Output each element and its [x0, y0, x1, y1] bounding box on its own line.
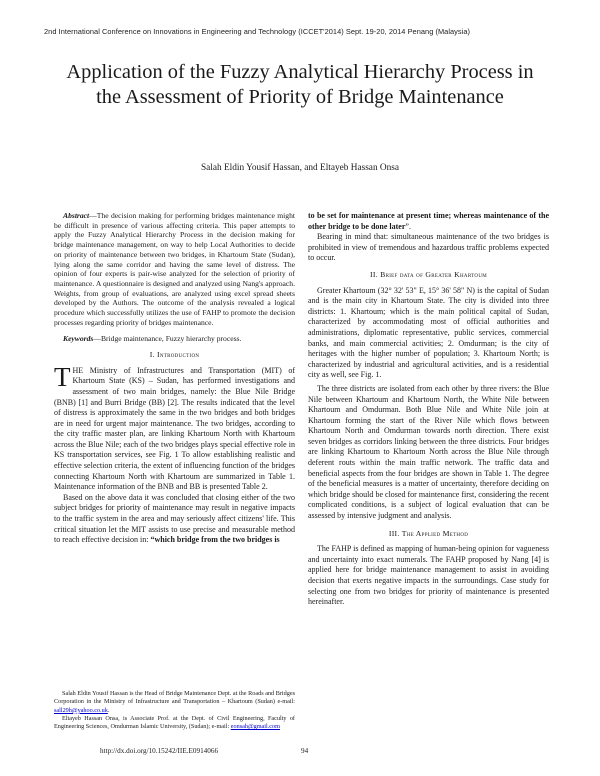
- research-question-continued: [308, 211, 549, 232]
- intro-paragraph-2-text: Based on the above data it was concluded that closing either of the two subject bridges for priority of maintenance may result in negative impacts to the traffic system in the area and may seriously affect citizens' life. This critical situation let the MIT assists to use precise and measurable method to reach effective decision in:: [54, 492, 295, 545]
- intro-paragraph-1-text: HE Ministry of Infrastructures and Transportation (MIT) of Khartoum State (KS) – Sudan, has performed investigations and assessment of two main bridges, namely: the Blue Nile Bridge (BNB) [1] and Burri Bridge (BB) [2]. The results indicated that the level of distress is approximately the same in the two bridges and both bridges are in need for urgent major maintenance. The two bridges, according to the city traffic master plan, are linking Khartoum North with Khartoum across the Blue Nile; each of the two bridges plays special effective role in KS transportation services, see Fig. 1 To allow establishing realistic and effective selection criteria, the extent of influencing function of the bridges connecting Khartoum North with Khartoum are summarized in Table 1. Maintenance information of the BNB and BB is presented Table 2.: [54, 365, 295, 492]
- intro-paragraph-2: [54, 493, 295, 546]
- author-1-email-link[interactable]: sall29h@yahoo.co.uk: [54, 706, 108, 714]
- bearing-paragraph: Bearing in mind that: simultaneous maintenance of the two bridges is prohibited in view of tremendous and hazardous traffic problems expected to occur.: [308, 232, 549, 263]
- section-heading-introduction: I. Introduction: [149, 350, 200, 360]
- section-heading-applied-method: III. The Applied Method: [388, 528, 469, 538]
- footnote-author-2-text: Eltayeb Hassan Onsa, is Associate Prof. at the Dept. of Civil Engineering, Faculty of Engineering Sciences, Omdurman Islamic University, (Sudan); e-mail:: [54, 714, 295, 731]
- author-footnote: [54, 690, 295, 731]
- applied-paragraph-1: The FAHP is defined as mapping of human-being opinion for vagueness and uncertainty into exact numerals. The FAHP proposed by Nang [4] is applied here for bridge maintenance management to assist in avoiding decision that exerts negative impacts in the surroundings. Case study for selecting one from two bridges for priority of maintenance is presented hereinafter.: [308, 544, 549, 607]
- running-header: 2nd International Conference on Innovations in Engineering and Technology (ICCET'2014) Sept. 19-20, 2014 Penang (Malaysia): [44, 27, 471, 36]
- research-question-text: to be set for maintenance at present time; whereas maintenance of the other bridge to be done later: [308, 211, 549, 231]
- brief-paragraph-1: Greater Khartoum (32° 32' 53" E, 15° 36' 58" N) is the capital of Sudan and is the main city in Khartoum State. The city is divided into three districts: 1. Khartoum; which is the main political capital of Sudan, characterized by accommodating most of official authorities and administrations, diplomatic representative, public services, commercial banks, and main commercial activities; 2. Omdurman; is the city of heritages with the higher number of population; 3. Khartoum North; is characterized by industrial and agricultural activities, and is a residential city as well, see Fig. 1.: [308, 285, 549, 380]
- intro-paragraph-1: [54, 361, 295, 493]
- abstract: [54, 211, 295, 327]
- abstract-label: Abstract: [63, 211, 90, 220]
- research-question-end: ”.: [405, 221, 411, 231]
- author-line: Salah Eldin Yousif Hassan, and Eltayeb Hassan Onsa: [200, 163, 400, 173]
- footnote-author-1: [54, 690, 295, 715]
- drop-cap: T: [54, 361, 71, 392]
- page-number: 94: [301, 747, 309, 755]
- right-column: [308, 211, 549, 608]
- left-column: [54, 211, 295, 546]
- research-question-start: “which bridge from the two bridges is: [150, 535, 280, 545]
- section-heading-brief-data: II. Brief data of Greater Khartoum: [369, 269, 488, 279]
- keywords: [54, 334, 295, 344]
- author-2-email-link[interactable]: eonsah@gmail.com: [230, 723, 280, 731]
- footnote-author-1-end: .: [107, 706, 110, 714]
- footnote-author-1-text: Salah Eldin Yousif Hassan is the Head of Bridge Maintenance Dept. at the Roads and Bridges Corporation in the Ministry of Infrastructure and Transportation – Khartoum (Sudan) e-mail:: [54, 690, 295, 706]
- doi-link[interactable]: http://dx.doi.org/10.15242/IIE.E0914066: [100, 747, 219, 755]
- paper-title: Application of the Fuzzy Analytical Hierarchy Process in the Assessment of Priority of Bridge Maintenance: [66, 61, 534, 108]
- keywords-text: —Bridge maintenance, Fuzzy hierarchy process.: [93, 334, 242, 344]
- keywords-label: Keywords: [63, 334, 94, 344]
- footnote-author-2: [54, 715, 295, 732]
- brief-paragraph-2: The three districts are isolated from each other by three rivers: the Blue Nile between Khartoum and Khartoum North, the White Nile between Khartoum and Omdurman. Both Blue Nile and White Nile join at Khartoum forming the start of the River Nile which flows between Khartoum North and Omdurman towards north direction. There exist seven bridges as corridors linking between the three districts. Four bridges are linking Khartoum to Khartoum North across the Blue Nile through deferent routs within the main traffic network. The traffic data and beneficial aspects from the four bridges are shown in Table 1. The degree of the beneficial measures is a matter of uncertainty, therefore deciding on which bridge should be closed for maintenance first, considering the recent complicated conditions, is a subject of logical evaluation that can be assessed by intensive judgment and analysis.: [308, 383, 549, 521]
- abstract-text: —The decision making for performing bridges maintenance might be difficult in presence of various affecting criteria. This paper attempts to apply the Fuzzy Analytical Hierarchy Process in the decision making for bridge maintenance management, on way to help Local Authorities to decide on priority of maintenance between two bridges, in Khartoum State (Sudan), lying along the same corridor and having the same level of distress. The opinion of four experts is pair-wise analyzed for the selection of priority of maintenance. A questionnaire is designed and analyzed using Nang's approach. Weights, from group of evaluations, are analyzed using excel spread sheets developed by the Authors. The outcome of the analysis revealed a logical procedure which successfully utilizes the use of FAHP to promote the decision processes regarding priority of bridges maintenance.: [54, 211, 295, 327]
